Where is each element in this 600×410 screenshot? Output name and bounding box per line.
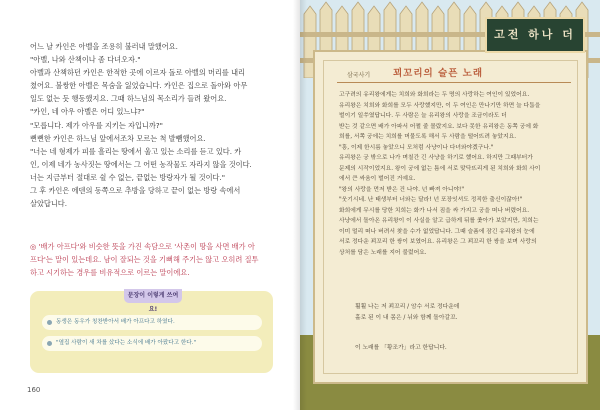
left-paragraph: 뻔뻔한 카인은 하느님 앞에서조차 모르는 척 발뺌했어요. <box>30 133 206 143</box>
poem-line: 훨훨 나는 저 꾀꼬리 / 암수 서로 정다운데 <box>355 304 460 310</box>
story-panel <box>313 50 588 384</box>
story-paragraph: 에서 큰 싸움이 벌어진 거예요. <box>339 176 416 182</box>
story-paragraph: 서로 정다운 꾀꼬리 한 쌍이 보였어요. 유리왕은 그 꾀꼬리 한 쌍을 보며 사랑의 <box>339 239 537 245</box>
left-paragraph: 어느 날 카인은 아벨을 조용히 불러내 말했어요. <box>30 42 178 51</box>
story-paragraph: 고구려의 유리왕에게는 치희와 화희라는 두 명의 사랑하는 여인이 있었어요. <box>339 92 530 98</box>
story-paragraph: 화희에게 무시를 당한 치희는 화가 나서 짐을 싸 가지고 궁을 떠나 버렸어요. <box>339 207 530 214</box>
story-paragraph: "웃기시네. 난 태생부터 너와는 달라! 넌 포장잇셔도 정직한 출신이잖아!" <box>339 197 523 203</box>
left-paragraph: 살았답니다. <box>30 199 68 209</box>
book-gutter <box>293 0 307 410</box>
left-paragraph: 쳤어요. 불쌍한 아벨은 목숨을 잃었습니다. 카인은 집으로 돌아와 아무 <box>30 81 248 91</box>
story-paragraph: "흥, 이제 한시름 놓았으니 모처럼 사냥이나 다녀와야겠구나." <box>339 144 494 151</box>
story-text <box>339 90 569 258</box>
story-paragraph: 받는 것 같으면 배가 아파서 어쩔 줄 몰랐지요. 보다 못한 유리왕은 동쪽 궁에 화 <box>339 123 539 130</box>
poem-line: 홀로 된 이 내 몸은 / 뉘와 함께 돌아갈꼬. <box>355 314 458 321</box>
story-paragraph: 사냥에서 돌아온 유리왕이 이 사실을 알고 급하게 뒤를 좇아가 보았지만, 치희는 <box>339 218 539 224</box>
left-body-text <box>30 40 280 210</box>
left-paragraph: "카인, 네 아우 아벨은 어디 있느냐?" <box>30 107 145 117</box>
bullet-icon <box>47 341 52 346</box>
story-paragraph: "왕의 사랑을 먼저 받은 건 나야. 넌 빠져 아니야!" <box>339 186 465 193</box>
left-paragraph: "모릅니다. 제가 아우를 지키는 자입니까?" <box>30 120 163 130</box>
story-paragraph: 상처를 담은 노래를 지어 불렀어요. <box>339 249 427 256</box>
right-page <box>300 0 600 410</box>
story-ending: 이 노래를 「황조가」라고 한답니다. <box>355 345 447 351</box>
note-line: 프다'는 말이 있는데요. 남이 잘되는 것을 기뻐해 주기는 않고 오히려 질투 <box>30 255 259 265</box>
left-paragraph: 아벨과 산책하던 카인은 한적한 곳에 이르자 돌로 아벨의 머리를 내리 <box>30 68 245 78</box>
left-paragraph: 너는 지금부터 절대로 쉴 수 없는, 끝없는 방랑자가 될 것이다." <box>30 172 226 182</box>
story-paragraph: 유리왕은 치희와 화희를 모두 사랑했지만, 이 두 여인은 만나기만 하면 늘 다툼을 <box>339 102 541 109</box>
page-number: 160 <box>27 386 41 394</box>
example-item <box>42 315 262 330</box>
proverb-note <box>30 240 280 279</box>
left-paragraph: "너는 네 형제가 피를 흘리는 땅에서 울고 있는 소리를 듣고 있다. 카 <box>30 146 242 156</box>
story-title: 꾀꼬리의 슬픈 노래 <box>393 68 484 79</box>
section-title: 고전 하나 더 <box>485 17 585 53</box>
story-paragraph: 벌이기 일쑤였답니다. 두 사람은 늘 유리왕의 사랑을 조금이라도 더 <box>339 113 507 119</box>
example-item-text: 동생은 동우가 칭찬받아서 배가 아프다고 하였다. <box>56 319 175 325</box>
note-line: 하고 시기하는 경우를 비유적으로 이르는 말이에요. <box>30 268 190 278</box>
left-paragraph: 그 후 카인은 에덴의 동쪽으로 추방을 당하고 끝이 없는 방랑 속에서 <box>30 186 241 196</box>
left-paragraph: 인, 이제 네가 농사짓는 땅에서는 그 어떤 농작물도 자라지 않을 것이다. <box>30 159 252 169</box>
example-item-text: "옆집 사람이 새 차를 샀다는 소식에 배가 아팠다고 한다." <box>56 340 197 346</box>
story-source: 삼국사기 <box>347 72 371 79</box>
story-paragraph: 문제의 시작이었지요. 왕이 궁에 없는 틈에 서로 맞닥뜨리게 된 치희와 화희 사이 <box>339 165 541 172</box>
story-paragraph: 유리왕은 궁 밖으로 나가 며칠간 긴 사냥을 하기로 했어요. 하지만 그때부터가 <box>339 155 533 161</box>
story-paragraph: 희를, 서쪽 궁에는 치희를 머물도록 해서 두 사람을 떨어뜨려 놓았지요. <box>339 134 517 140</box>
story-paragraph: 이미 멀리 떠나 버려서 찾을 수가 없었답니다. 그때 슬픔에 잠긴 유리왕의 눈에 <box>339 228 535 235</box>
note-line: ◎ '배가 아프다'와 비슷한 뜻을 가진 속담으로 '사촌이 땅을 사면 배가 아 <box>30 242 255 251</box>
example-item <box>42 336 262 351</box>
title-underline <box>337 82 571 83</box>
example-box <box>30 291 273 373</box>
bullet-icon <box>47 320 52 325</box>
example-box-title: 문장이 이렇게 쓰여요! <box>124 289 182 303</box>
left-paragraph: 일도 없는 듯 행동했지요. 그때 하느님의 목소리가 들려 왔어요. <box>30 94 227 104</box>
poem <box>355 302 565 323</box>
left-paragraph: "아벨, 나와 산책이나 좀 다녀오자." <box>30 55 141 65</box>
